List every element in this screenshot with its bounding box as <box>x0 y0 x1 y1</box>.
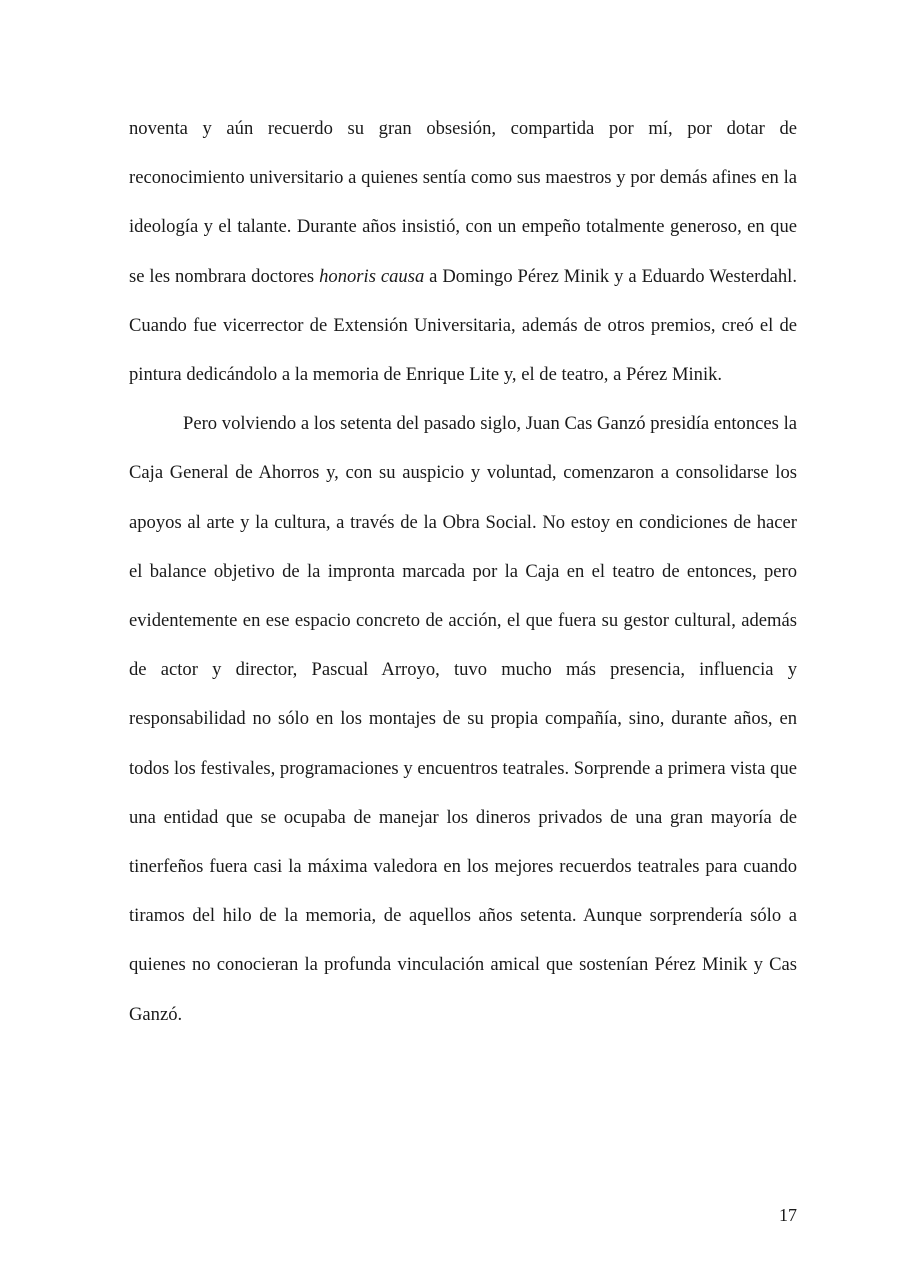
paragraph-1-text-end: a Domingo Pérez Minik y a Eduardo Westerdahl. Cuando fue vicerrector de Extensión Universitaria, además de otros premios, creó el de pintura dedicándolo a la memoria de Enrique Lite y, el de teatro, a Pérez Minik. <box>129 265 797 386</box>
italic-phrase: honoris causa <box>319 265 425 287</box>
page-number: 17 <box>779 1205 797 1225</box>
paragraph-1 <box>129 104 797 399</box>
paragraph-2: Pero volviendo a los setenta del pasado siglo, Juan Cas Ganzó presidía entonces la Caja General de Ahorros y, con su auspicio y voluntad, comenzaron a consolidarse los apoyos al arte y la cultura, a través de la Obra Social. No estoy en condiciones de hacer el balance objetivo de la impronta marcada por la Caja en el teatro de entonces, pero evidentemente en ese espacio concreto de acción, el que fuera su gestor cultural, además de actor y director, Pascual Arroyo, tuvo mucho más presencia, influencia y responsabilidad no sólo en los montajes de su propia compañía, sino, durante años, en todos los festivales, programaciones y encuentros teatrales. Sorprende a primera vista que una entidad que se ocupaba de manejar los dineros privados de una gran mayoría de tinerfeños fuera casi la máxima valedora en los mejores recuerdos teatrales para cuando tiramos del hilo de la memoria, de aquellos años setenta. Aunque sorprendería sólo a quienes no conocieran la profunda vinculación amical que sostenían Pérez Minik y Cas Ganzó. <box>129 413 797 1025</box>
paragraph-1-text-start: noventa y aún recuerdo su gran obsesión, compartida por mí, por dotar de reconocimiento universitario a quienes sentía como sus maestros y por demás afines en la ideología y el talante. Durante años insistió, con un empeño totalmente generoso, en que se les nombrara doctores <box>129 118 797 287</box>
body-text <box>129 104 797 1039</box>
